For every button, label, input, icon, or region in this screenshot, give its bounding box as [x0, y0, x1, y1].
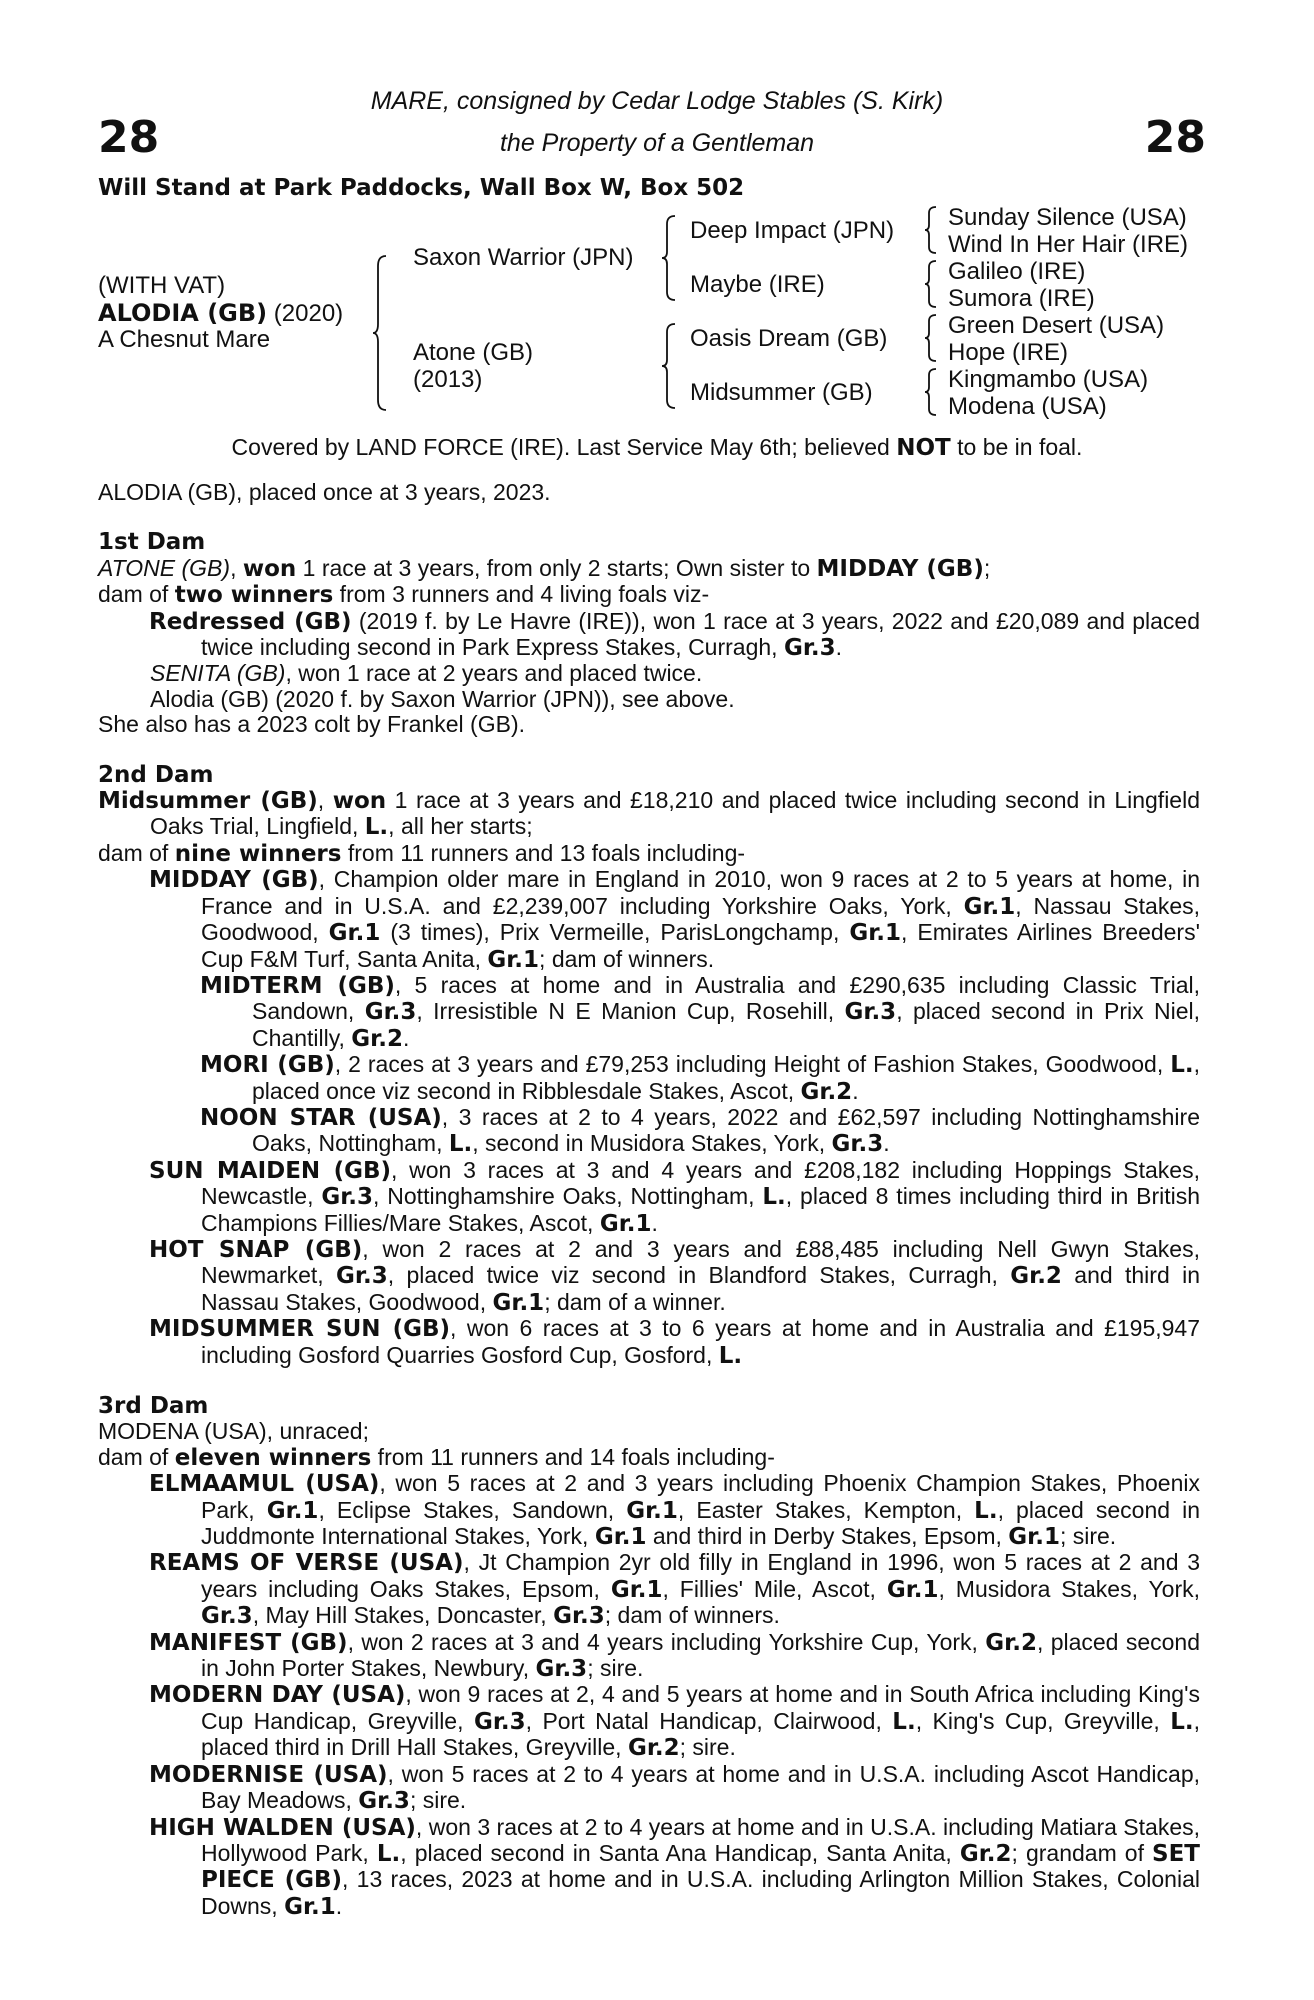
consignor-line: MARE, consigned by Cedar Lodge Stables (S. Kirk) — [370, 87, 944, 115]
dam-sire: Oasis Dream (GB) — [690, 325, 888, 352]
bracket-dam — [661, 322, 677, 410]
third-dam-heading: 3rd Dam — [98, 1393, 209, 1419]
offspring-manifest: MANIFEST (GB), won 2 races at 3 and 4 years including Yorkshire Cup, York, Gr.2, placed second in John Porter Stakes, Newbury, Gr.3; sire. — [149, 1628, 1200, 1683]
sire: Saxon Warrior (JPN) — [413, 244, 634, 271]
offspring-midday: MIDDAY (GB), Champion older mare in England in 2010, won 9 races at 2 to 5 years at home, in France and in U.S.A. and £2,239,007 including Yorkshire Oaks, York, Gr.1, Nassau Stakes, Goodwood, Gr.1 (3 times), Prix Vermeille, ParisLongchamp, Gr.1, Emirates Airlines Breeders' Cup F&M Turf, Santa Anita, Gr.1; dam of winners. — [149, 866, 1201, 973]
foal-redressed: Redressed (GB) (2019 f. by Le Havre (IRE)), won 1 race at 3 years, 2022 and £20,089 and placed twice including second in Park Express Stakes, Curragh, Gr.3. — [149, 607, 1200, 662]
dam-name: Atone (GB) — [413, 339, 534, 366]
lot-number-right: 28 — [1144, 112, 1206, 163]
first-dam-heading: 1st Dam — [98, 529, 206, 556]
offspring-reams-of-verse: REAMS OF VERSE (USA), Jt Champion 2yr old filly in England in 1996, won 5 races at 2 and 3 years including Oaks Stakes, Epsom, Gr.1, Fillies' Mile, Ascot, Gr.1, Musidora Stakes, York, Gr.3, May Hill Stakes, Doncaster, Gr.3; dam of winners. — [149, 1549, 1201, 1630]
dam-dam: Midsummer (GB) — [690, 379, 873, 406]
offspring-mori: MORI (GB), 2 races at 3 years and £79,253 including Height of Fashion Stakes, Goodwood, L., placed once viz second in Ribblesdale Stakes, Ascot, Gr.2. — [200, 1051, 1200, 1105]
g3-wind-in-her-hair: Wind In Her Hair (IRE) — [948, 231, 1189, 258]
bracket-g3-4 — [924, 367, 938, 417]
offspring-modern-day: MODERN DAY (USA), won 9 races at 2, 4 and 5 years at home and in South Africa including King's Cup Handicap, Greyville, Gr.3, Port Natal Handicap, Clairwood, L., King's Cup, Greyville, L., placed third in Drill Hall Stakes, Greyville, Gr.2; sire. — [149, 1681, 1200, 1762]
bracket-gen1 — [372, 254, 388, 412]
g3-hope: Hope (IRE) — [948, 339, 1069, 366]
offspring-high-walden: HIGH WALDEN (USA), won 3 races at 2 to 4 years at home and in U.S.A. including Matiara Stakes, Hollywood Park, L., placed second in Santa Ana Handicap, Santa Anita, Gr.2; grandam of SET PIECE (GB), 13 races, 2023 at home and in U.S.A. including Arlington Million Stakes, Colonial Downs, Gr.1. — [149, 1813, 1201, 1920]
intro-line: ALODIA (GB), placed once at 3 years, 2023. — [98, 479, 551, 505]
first-dam-also: She also has a 2023 colt by Frankel (GB). — [98, 711, 525, 738]
catalogue-body — [98, 480, 1200, 1920]
bracket-sire — [661, 214, 677, 302]
second-dam-dam-of: dam of nine winners from 11 runners and 13 foals including- — [98, 839, 746, 867]
offspring-noon-star: NOON STAR (USA), 3 races at 2 to 4 years, 2022 and £62,597 including Nottinghamshire Oaks, Nottingham, L., second in Musidora Stakes, York, Gr.3. — [200, 1103, 1200, 1158]
g3-kingmambo: Kingmambo (USA) — [948, 366, 1149, 393]
offspring-hot-snap: HOT SNAP (GB), won 2 races at 2 and 3 years and £88,485 including Nell Gwyn Stakes, Newmarket, Gr.3, placed twice viz second in Blandford Stakes, Curragh, Gr.2 and third in Nassau Stakes, Goodwood, Gr.1; dam of a winner. — [149, 1235, 1200, 1316]
foal-alodia: Alodia (GB) (2020 f. by Saxon Warrior (JPN)), see above. — [150, 685, 735, 712]
third-dam-modena: MODENA (USA), unraced; — [98, 1418, 369, 1445]
second-dam-heading: 2nd Dam — [98, 761, 214, 788]
lot-number-left: 28 — [98, 112, 160, 163]
offspring-midterm: MIDTERM (GB), 5 races at home and in Australia and £290,635 including Classic Trial, Sandown, Gr.3, Irresistible N E Manion Cup, Rosehill, Gr.3, placed second in Prix Niel, Chantilly, Gr.2. — [200, 971, 1200, 1052]
offspring-sun-maiden: SUN MAIDEN (GB), won 3 races at 3 and 4 years and £208,182 including Hoppings Stakes, Newcastle, Gr.3, Nottinghamshire Oaks, Nottingham, L., placed 8 times including third in British Champions Fillies/Mare Stakes, Ascot, Gr.1. — [149, 1156, 1201, 1237]
covering-note: Covered by LAND FORCE (IRE). Last Service May 6th; believed NOT to be in foal. — [231, 434, 1083, 461]
offspring-midsummer-sun: MIDSUMMER SUN (GB), won 6 races at 3 to 6 years at home and in Australia and £195,947 including Gosford Quarries Gosford Cup, Gosford, L. — [149, 1315, 1200, 1369]
second-dam-midsummer: Midsummer (GB), won 1 race at 3 years and £18,210 and placed twice including second in Lingfield Oaks Trial, Lingfield, L., all her starts; — [98, 787, 1200, 841]
sire-dam: Maybe (IRE) — [690, 271, 825, 298]
bracket-g3-3 — [924, 313, 938, 363]
g3-sumora: Sumora (IRE) — [948, 285, 1095, 312]
offspring-elmaamul: ELMAAMUL (USA), won 5 races at 2 and 3 years including Phoenix Champion Stakes, Phoenix Park, Gr.1, Eclipse Stakes, Sandown, Gr.1, Easter Stakes, Kempton, L., placed second in Juddmonte International Stakes, York, Gr.1 and third in Derby Stakes, Epsom, Gr.1; sire. — [149, 1470, 1200, 1551]
bracket-g3-2 — [924, 259, 938, 309]
first-dam-dam-of: dam of two winners from 3 runners and 4 living foals viz- — [98, 581, 710, 609]
third-dam-dam-of: dam of eleven winners from 11 runners and 14 foals including- — [98, 1443, 775, 1471]
subject-name: ALODIA (GB) — [98, 299, 268, 327]
g3-sunday-silence: Sunday Silence (USA) — [948, 204, 1187, 231]
subject-description: A Chesnut Mare — [98, 326, 271, 353]
g3-modena: Modena (USA) — [948, 393, 1107, 420]
g3-green-desert: Green Desert (USA) — [948, 312, 1165, 339]
dam-year: (2013) — [413, 366, 483, 393]
offspring-modernise: MODERNISE (USA), won 5 races at 2 to 4 years at home and in U.S.A. including Ascot Handicap, Bay Meadows, Gr.3; sire. — [149, 1760, 1201, 1815]
foal-senita: SENITA (GB), won 1 race at 2 years and placed twice. — [150, 660, 703, 687]
sire-sire: Deep Impact (JPN) — [690, 217, 895, 244]
bracket-g3-1 — [924, 205, 938, 255]
vat-note: (WITH VAT) — [98, 272, 226, 299]
g3-galileo: Galileo (IRE) — [948, 258, 1086, 285]
subject-horse — [98, 299, 343, 328]
first-dam-atone: ATONE (GB), won 1 race at 3 years, from only 2 starts; Own sister to MIDDAY (GB); — [98, 554, 991, 582]
standing-location: Will Stand at Park Paddocks, Wall Box W, Box 502 — [98, 175, 745, 201]
property-line: the Property of a Gentleman — [499, 129, 815, 157]
subject-year: (2020) — [267, 300, 344, 327]
